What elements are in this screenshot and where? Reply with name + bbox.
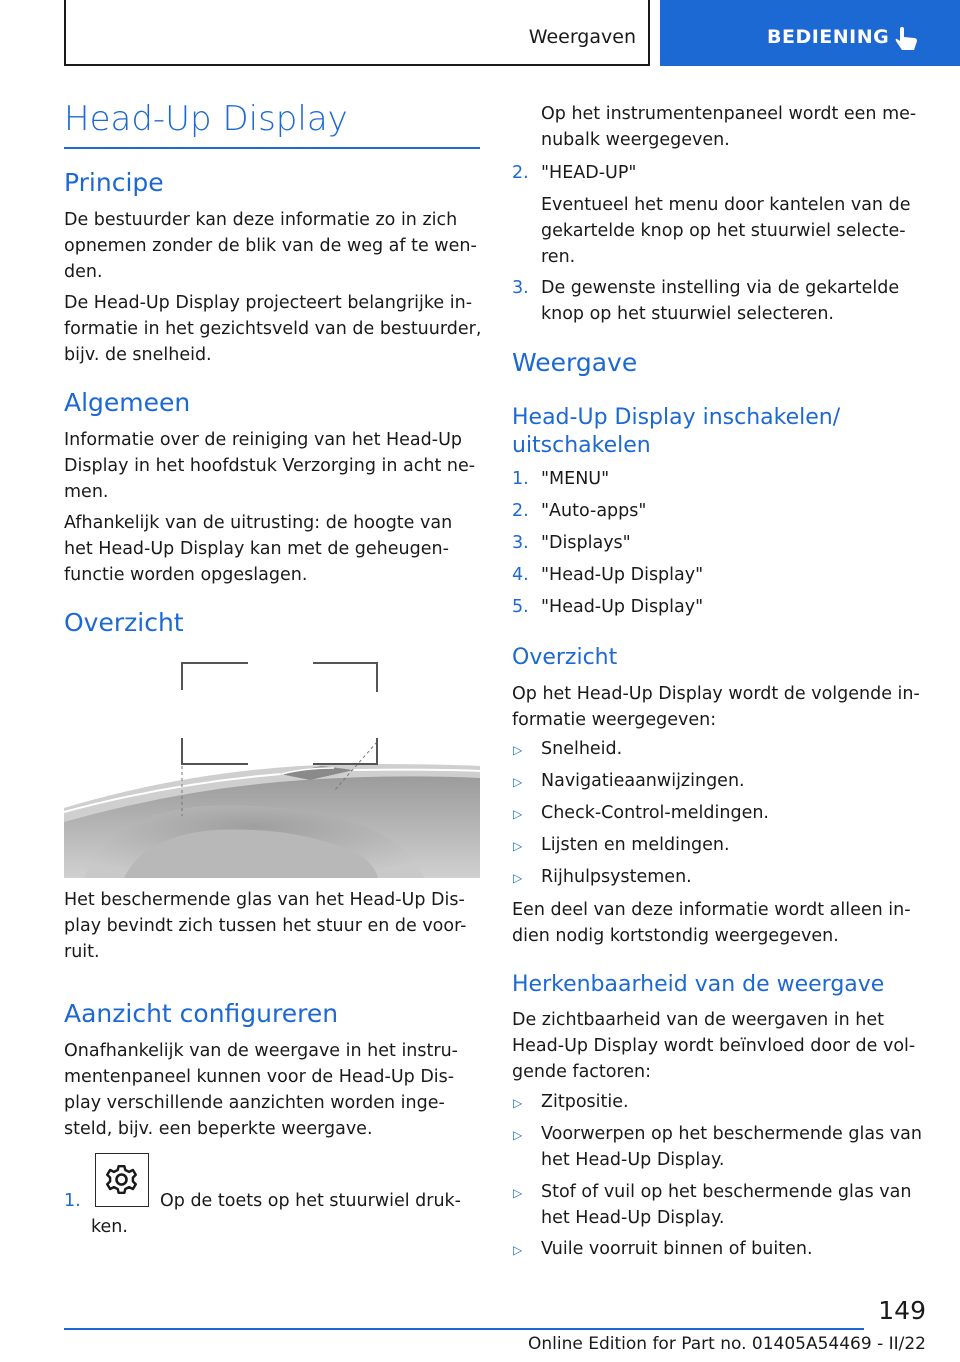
herkenbaarheid-bullet2-line2: het Head-Up Display.	[541, 1150, 725, 1170]
herkenbaarheid-intro-line1: De zichtbaarheid van de weergaven in het	[512, 1010, 885, 1030]
aanzicht-p1-line2: mentenpaneel kunnen voor de Head-Up Dis-	[64, 1067, 455, 1087]
menu-step1-number: 1.	[512, 469, 529, 489]
footer-edition: Online Edition for Part no. 01405A54469 - II/22	[527, 1334, 926, 1354]
menu-step4-number: 4.	[512, 565, 529, 585]
aanzicht-step1-line2: ken.	[91, 1217, 128, 1237]
principe-p1-line2: opnemen zonder de blik van de weg af te wen-	[64, 236, 477, 256]
hand-pointer-icon	[894, 26, 920, 54]
algemeen-p1-line2: Display in het hoofdstuk Verzorging in acht ne-	[64, 456, 476, 476]
menu-step1-text: "MENU"	[541, 469, 610, 489]
overzicht-caption-line3: ruit.	[64, 942, 100, 962]
heading-weergave: Weergave	[512, 348, 638, 377]
cont-line1: Op het instrumentenpaneel wordt een me-	[541, 104, 917, 124]
aanzicht-p1-line4: steld, bijv. een beperkte weergave.	[64, 1119, 373, 1139]
heading-herkenbaarheid: Herkenbaarheid van de weergave	[512, 972, 885, 997]
page-number: 149	[878, 1296, 926, 1325]
herkenbaarheid-intro-line3: gende factoren:	[512, 1062, 652, 1082]
header-chapter-label: BEDIENING	[767, 26, 890, 48]
bullet-triangle-icon: ▷	[513, 1096, 523, 1110]
menu-step5-number: 5.	[512, 597, 529, 617]
heading-overzicht-left: Overzicht	[64, 608, 184, 637]
algemeen-p2-line3: functie worden opgeslagen.	[64, 565, 308, 585]
footer-rule	[64, 1328, 864, 1330]
overzicht-caption-line2: play bevindt zich tussen het stuur en de voor-	[64, 916, 467, 936]
step3-line1: De gewenste instelling via de gekartelde	[541, 278, 900, 298]
bullet-triangle-icon: ▷	[513, 871, 523, 885]
menu-step2-number: 2.	[512, 501, 529, 521]
aanzicht-p1-line1: Onafhankelijk van de weergave in het instru-	[64, 1041, 458, 1061]
step2-line4: ren.	[541, 247, 576, 267]
overzicht-intro-line2: formatie weergegeven:	[512, 710, 717, 730]
heading-principe: Principe	[64, 168, 164, 197]
bullet-triangle-icon: ▷	[513, 1128, 523, 1142]
heading-algemeen: Algemeen	[64, 388, 191, 417]
algemeen-p2-line2: het Head-Up Display kan met de geheugen-	[64, 539, 449, 559]
heading-overzicht-right: Overzicht	[512, 645, 618, 670]
menu-step3-text: "Displays"	[541, 533, 631, 553]
overzicht-intro-line1: Op het Head-Up Display wordt de volgende in-	[512, 684, 920, 704]
bullet-triangle-icon: ▷	[513, 807, 523, 821]
cont-line2: nubalk weergegeven.	[541, 130, 730, 150]
herkenbaarheid-bullet1: Zitpositie.	[541, 1092, 629, 1112]
principe-p2-line3: bijv. de snelheid.	[64, 345, 212, 365]
herkenbaarheid-bullet2-line1: Voorwerpen op het beschermende glas van	[541, 1124, 922, 1144]
step3-line2: knop op het stuurwiel selecteren.	[541, 304, 834, 324]
menu-step2-text: "Auto-apps"	[541, 501, 647, 521]
step2-number: 2.	[512, 163, 529, 183]
header-section-title: Weergaven	[528, 26, 636, 48]
herkenbaarheid-intro-line2: Head-Up Display wordt beïnvloed door de vol-	[512, 1036, 916, 1056]
step3-number: 3.	[512, 278, 529, 298]
bullet-triangle-icon: ▷	[513, 1186, 523, 1200]
principe-p1-line1: De bestuurder kan deze informatie zo in zich	[64, 210, 458, 230]
steering-wheel-button	[95, 1153, 149, 1207]
principe-p2-line1: De Head-Up Display projecteert belangrijke in-	[64, 293, 473, 313]
menu-step5-text: "Head-Up Display"	[541, 597, 704, 617]
aanzicht-step1-line1: Op de toets op het stuurwiel druk-	[160, 1191, 461, 1211]
menu-step4-text: "Head-Up Display"	[541, 565, 704, 585]
gear-settings-icon	[96, 1154, 147, 1205]
overzicht-outro-line1: Een deel van deze informatie wordt alleen in-	[512, 900, 911, 920]
herkenbaarheid-bullet3-line1: Stof of vuil op het beschermende glas van	[541, 1182, 912, 1202]
overzicht-bullet5: Rijhulpsystemen.	[541, 867, 692, 887]
herkenbaarheid-bullet3-line2: het Head-Up Display.	[541, 1208, 725, 1228]
overzicht-bullet1: Snelheid.	[541, 739, 623, 759]
bullet-triangle-icon: ▷	[513, 743, 523, 757]
menu-step3-number: 3.	[512, 533, 529, 553]
overzicht-bullet2: Navigatieaanwijzingen.	[541, 771, 745, 791]
principe-p2-line2: formatie in het gezichtsveld van de bestuurder,	[64, 319, 482, 339]
heading-aanzicht: Aanzicht configureren	[64, 999, 339, 1028]
overzicht-outro-line2: dien nodig kortstondig weergegeven.	[512, 926, 839, 946]
aanzicht-step1-number: 1.	[64, 1191, 81, 1211]
bullet-triangle-icon: ▷	[513, 839, 523, 853]
subheading-inschakelen-line1: Head-Up Display inschakelen/	[512, 405, 841, 430]
bullet-triangle-icon: ▷	[513, 775, 523, 789]
overzicht-bullet3: Check-Control-meldingen.	[541, 803, 769, 823]
step2-line1: "HEAD-UP"	[541, 163, 637, 183]
page-title: Head-Up Display	[64, 99, 348, 139]
subheading-inschakelen-line2: uitschakelen	[512, 433, 651, 458]
algemeen-p1-line1: Informatie over de reiniging van het Head-Up	[64, 430, 462, 450]
bullet-triangle-icon: ▷	[513, 1243, 523, 1257]
title-rule	[64, 147, 480, 149]
overzicht-caption-line1: Het beschermende glas van het Head-Up Dis-	[64, 890, 465, 910]
header-chapter-tab[interactable]	[660, 0, 960, 66]
step2-line2: Eventueel het menu door kantelen van de	[541, 195, 911, 215]
step2-line3: gekartelde knop op het stuurwiel selecte-	[541, 221, 906, 241]
herkenbaarheid-bullet4: Vuile voorruit binnen of buiten.	[541, 1239, 813, 1259]
algemeen-p2-line1: Afhankelijk van de uitrusting: de hoogte van	[64, 513, 453, 533]
aanzicht-p1-line3: play verschillende aanzichten worden inge-	[64, 1093, 445, 1113]
algemeen-p1-line3: men.	[64, 482, 109, 502]
overzicht-bullet4: Lijsten en meldingen.	[541, 835, 730, 855]
hud-illustration	[64, 656, 480, 878]
principe-p1-line3: den.	[64, 262, 103, 282]
